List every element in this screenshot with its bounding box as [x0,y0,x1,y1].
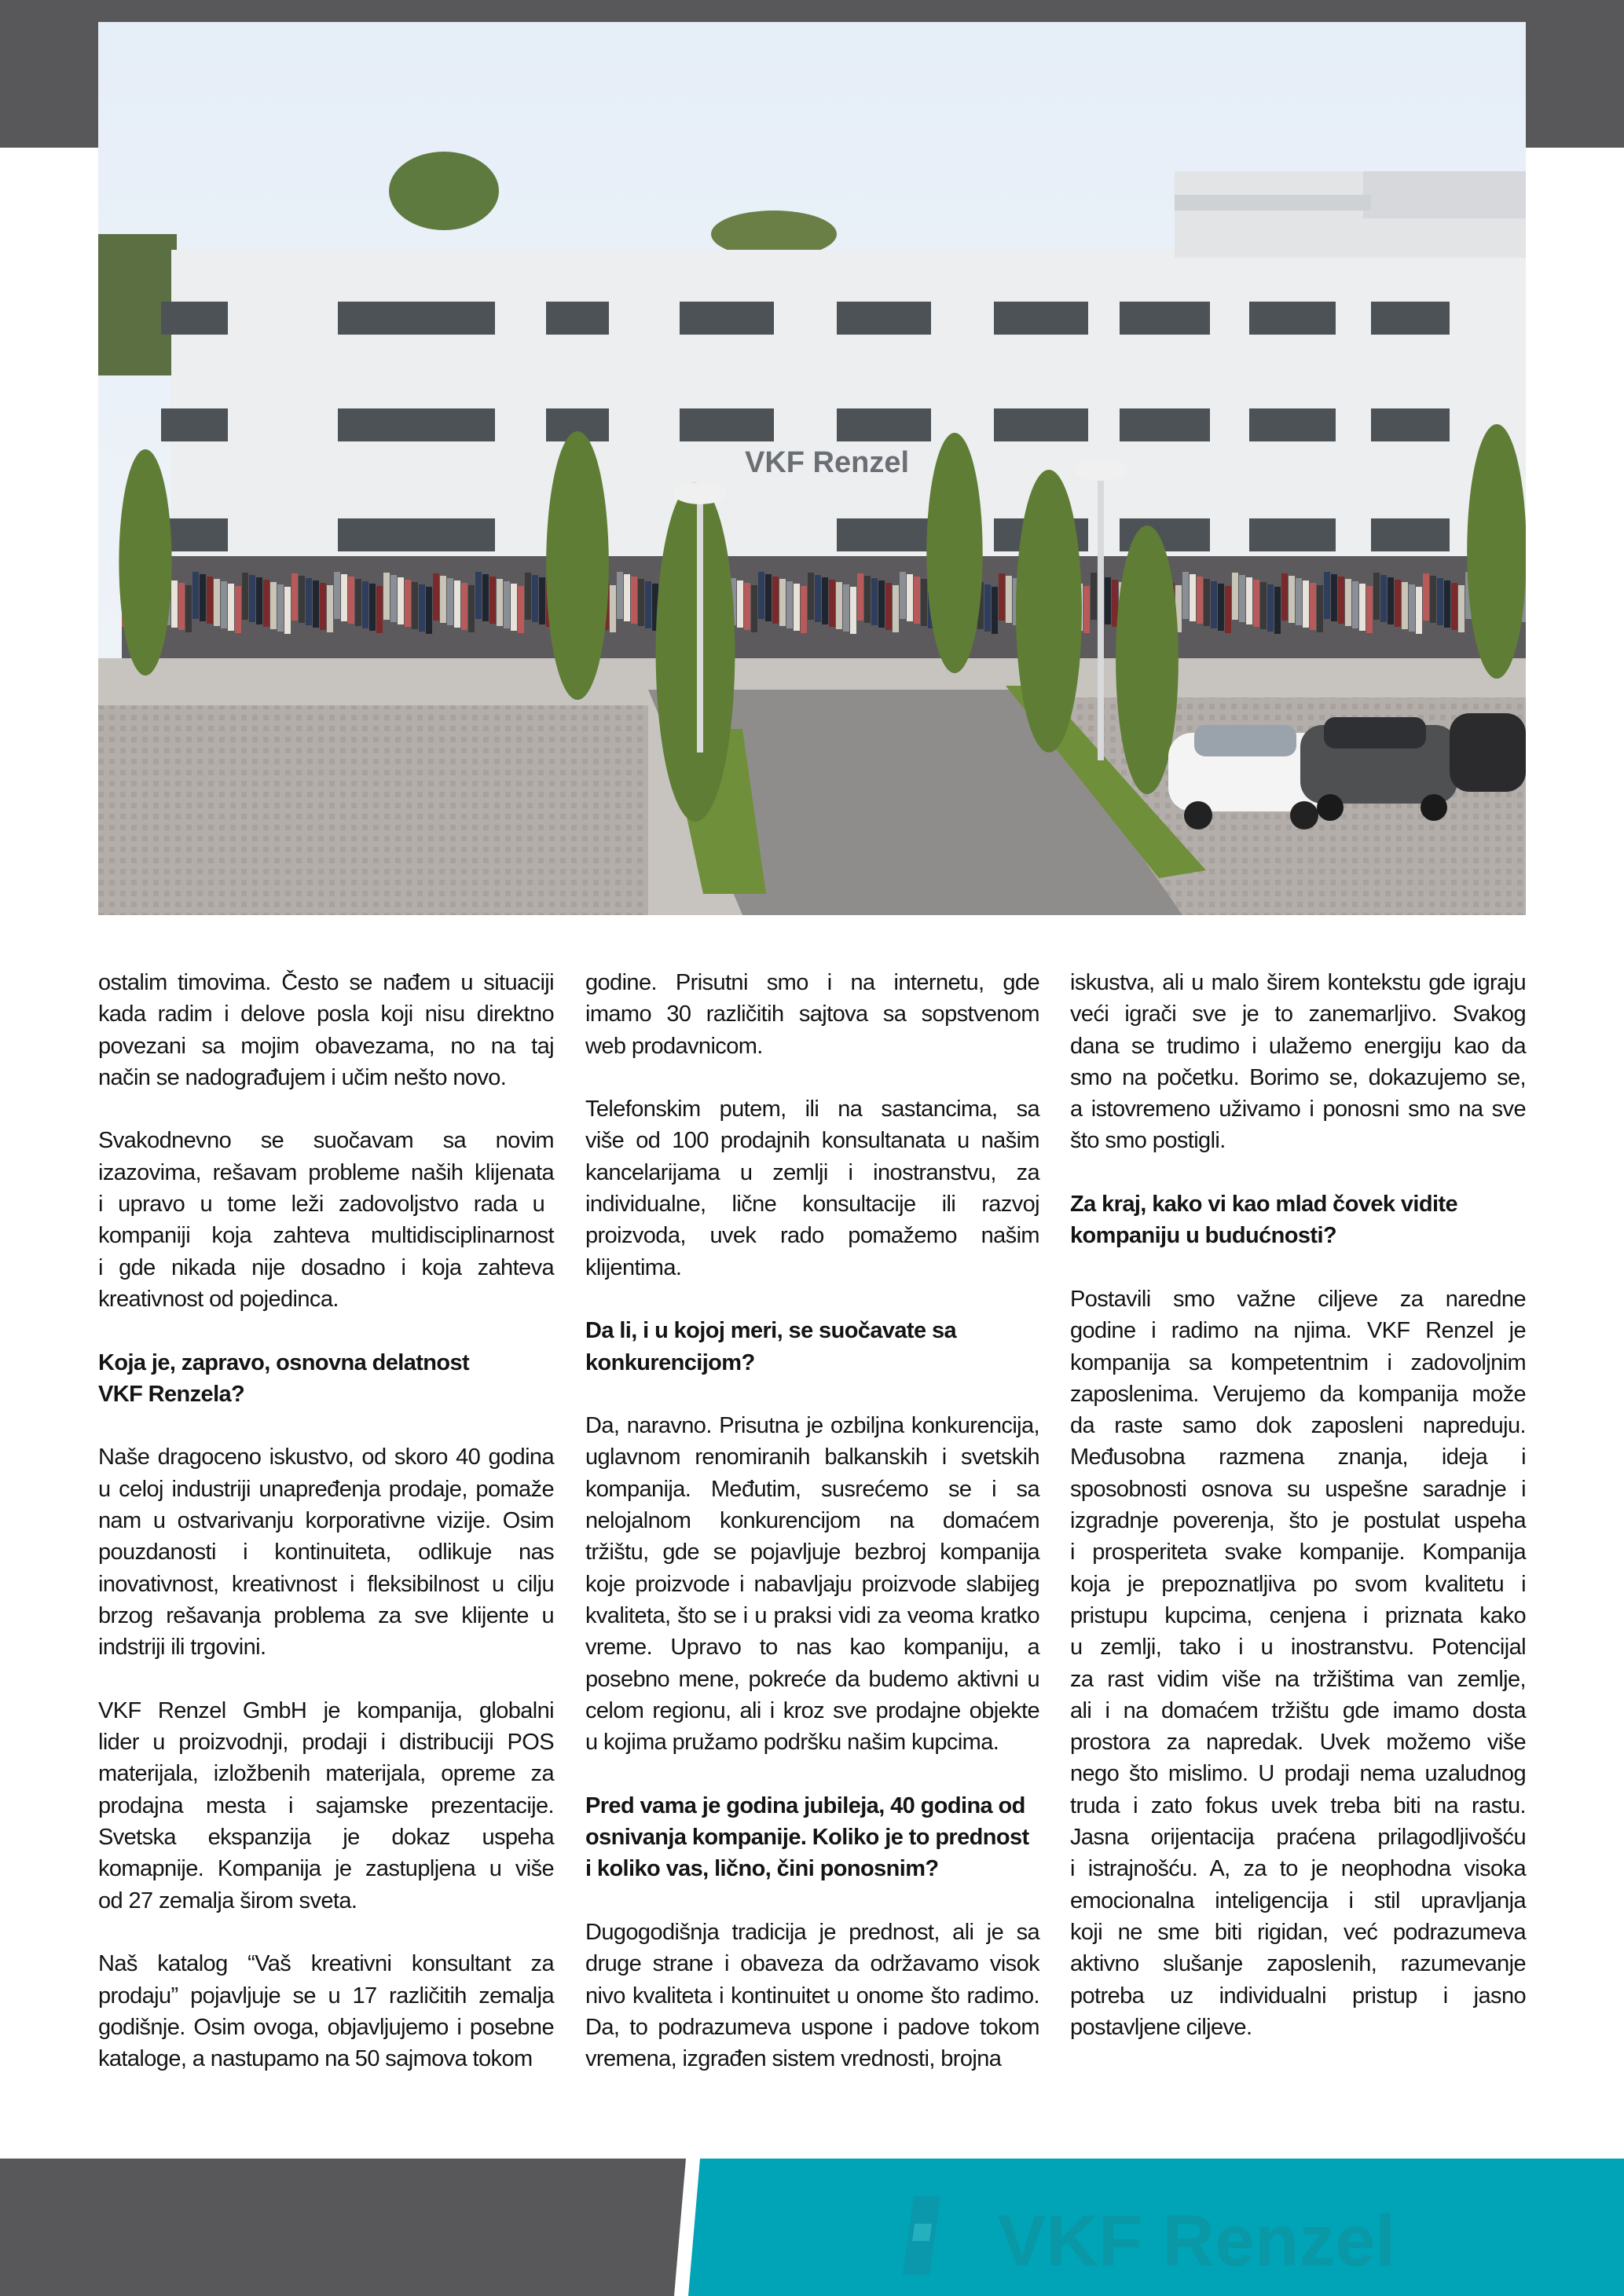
text-line: potreba uz individualni pristup i jasno [1070,1983,1526,2009]
paragraph-line [98,1631,554,1663]
text-line: individualne, lične konsultacije ili razvoj [585,1192,1039,1218]
paragraph-line [1070,1283,1526,1315]
text-line: da raste samo dok zaposleni napreduju. [1070,1413,1526,1439]
cypress-tree [1016,470,1082,753]
paragraph-line [585,1031,1039,1062]
paragraph-line [585,1948,1039,1979]
cypress-tree [1467,424,1526,679]
text-line: koja je prepoznatljiva po svom kvalitetu i [1070,1571,1526,1597]
text-line: Za kraj, kako vi kao mlad čovek vidite [1070,1192,1458,1218]
paragraph-line [98,2043,554,2074]
text-line: inovativnost, kreativnost i fleksibilnost u cilju [98,1571,554,1597]
paragraph-line [1070,1410,1526,1441]
paragraph-line [1070,1474,1526,1505]
article-column-3 [1070,967,1526,2043]
paragraph-line [98,1505,554,1536]
building-window [1371,408,1450,441]
text-line: pristupu kupcima, cenjena i priznata kako [1070,1602,1526,1628]
building-window [680,302,774,335]
paragraph-line [98,1031,554,1062]
paragraph-line [98,1569,554,1600]
text-line: zaposlenima. Verujemo da kompanija može [1070,1381,1526,1407]
text-line: pouzdanosti i kontinuiteta, odlikuje nas [98,1540,554,1565]
text-line: dana se trudimo i ulažemo energiju kao da [1070,1033,1526,1059]
paragraph-line [98,1441,554,1473]
text-line: i prosperiteta svake kompanije. Kompanija [1070,1540,1526,1565]
building-window [1371,518,1450,551]
text-line: Naše dragoceno iskustvo, od skoro 40 godina [98,1445,554,1470]
text-line: sposobnosti osnova su uspešne saradnje i [1070,1476,1526,1502]
paragraph-line [585,1600,1039,1631]
paragraph-line [585,1664,1039,1695]
text-line: Da, to podrazumeva uspone i padove tokom [585,2014,1039,2040]
cypress-tree [656,482,735,822]
section-heading-line [585,1853,1039,1884]
paragraph-line [1070,1631,1526,1663]
cypress-tree [119,449,171,676]
text-line: nelojalnom konkurencijom na domaćem [585,1508,1039,1534]
paragraph-line [585,2043,1039,2074]
text-line: kompanija. Međutim, susrećemo se i sa [585,1476,1039,1502]
paragraph-line [98,1948,554,1979]
paragraph-line [98,1727,554,1758]
text-line: veći igrači sve je to zanemarljivo. Svakog [1070,1002,1526,1027]
building-window [994,408,1088,441]
section-heading-line [585,1347,1039,1379]
paragraph-line [585,1569,1039,1600]
paragraph-line [585,1631,1039,1663]
text-line: VKF Renzela? [98,1381,245,1407]
paragraph-line [98,1695,554,1727]
paragraph-line [1070,1695,1526,1727]
paragraph-line [98,1536,554,1568]
paragraph-line [1070,1664,1526,1695]
paragraph-line [1070,1536,1526,1568]
text-line: i istrajnošću. A, za to je neophodna visoka [1070,1856,1526,1882]
text-line: kataloge, a nastupamo na 50 sajmova tokom [98,2046,533,2072]
text-line: prostora za napredak. Uvek možemo više [1070,1730,1526,1756]
text-line: VKF Renzel GmbH je kompanija, globalni [98,1697,554,1723]
paragraph-line [1070,1505,1526,1536]
text-line: tržištu, gde se pojavljuje bezbroj kompanija [585,1540,1039,1565]
paragraph-line [1070,1569,1526,1600]
paragraph-line [585,1410,1039,1441]
text-line: prodaju” pojavljuje se u 17 različitih zemalja [98,1983,554,2009]
text-line: imamo 30 različitih sajtova sa sopstvenom [585,1002,1039,1027]
text-line: truda i zato fokus uvek treba biti na rastu. [1070,1792,1526,1818]
text-line: osnivanja kompanije. Koliko je to prednost [585,1825,1029,1851]
text-line: nivo kvaliteta i kontinuitet u onome što radimo. [585,1983,1039,2009]
text-line: način se nadograđujem i učim nešto novo. [98,1064,507,1090]
paragraph-line [1070,967,1526,998]
paragraph-line [98,1188,554,1220]
building-window [338,518,495,551]
text-line: godine. Prisutni smo i na internetu, gde [585,970,1039,995]
paragraph-line [1070,1790,1526,1822]
text-line: od 27 zemalja širom sveta. [98,1888,357,1913]
text-line: celom regionu, ali i kroz sve prodajne objekte [585,1697,1039,1723]
paragraph-line [585,1220,1039,1251]
paragraph-line [98,1157,554,1188]
building-window [1249,518,1336,551]
building-window [1120,408,1210,441]
text-line: lider u proizvodnji, prodaji i distribuciji POS [98,1730,554,1756]
paragraph-line [1070,1441,1526,1473]
paragraph-line [98,1125,554,1156]
company-group-photo [98,22,1526,915]
text-line: uglavnom renomiranih balkanskih i svetskih [585,1445,1039,1470]
building-window [1371,302,1450,335]
text-line: povezani sa mojim obavezama, no na taj [98,1033,554,1059]
text-line: Međusobna razmena znanja, ideja i [1070,1445,1526,1470]
text-line: godine i radimo na njima. VKF Renzel je [1070,1318,1526,1344]
paragraph-line [585,1536,1039,1568]
text-line: u celoj industriji unapređenja prodaje, pomaže [98,1476,554,1502]
paragraph-line [1070,1758,1526,1789]
paragraph-line [98,1885,554,1917]
text-line: za rast vidim više na tržištima van zemlje, [1070,1666,1526,1692]
paragraph-line [1070,998,1526,1030]
section-heading-line [1070,1220,1526,1251]
article-column-1 [98,967,554,2074]
text-line: kompanija sa kompetentnim i zadovoljnim [1070,1349,1526,1375]
paragraph-line [98,1758,554,1789]
paragraph-line [98,967,554,998]
section-heading-line [585,1822,1039,1853]
paragraph-line [98,1853,554,1884]
building-window [680,408,774,441]
text-line: druge strane i obaveza da održavamo visok [585,1951,1039,1977]
paragraph-line [585,1727,1039,1758]
section-heading-line [98,1379,554,1410]
text-line: brzog rešavanja problema za sve klijente u [98,1602,554,1628]
text-line: Jasna orijentacija praćena prilagodljivošću [1070,1825,1526,1851]
text-line: koje proizvode i nabavljaju proizvode slabijeg [585,1571,1039,1597]
building-window [837,302,931,335]
text-line: Da li, i u kojoj meri, se suočavate sa [585,1318,957,1344]
paragraph-line [98,2012,554,2043]
paragraph-line [1070,1315,1526,1346]
building-window [837,518,931,551]
paragraph-line [98,1822,554,1853]
section-heading-line [585,1315,1039,1346]
text-line: komapnije. Kompanija je zastupljena u više [98,1856,554,1882]
cypress-tree [926,433,982,673]
paragraph-line [98,998,554,1030]
text-line: Pred vama je godina jubileja, 40 godina od [585,1792,1025,1818]
paragraph-line [98,1790,554,1822]
paragraph-line [585,1695,1039,1727]
paragraph-line [98,1220,554,1251]
text-line: kompaniji koja zahteva multidisciplinarnost [98,1223,554,1249]
text-line: Naš katalog “Vaš kreativni konsultant za [98,1951,554,1977]
text-line: godišnje. Osim ovoga, objavljujemo i posebne [98,2014,554,2040]
footer-band [0,2157,1624,2296]
text-line: web prodavnicom. [585,1033,763,1059]
text-line: u zemlji, tako i u inostranstvu. Potencijal [1070,1635,1526,1661]
building-window [546,302,609,335]
paragraph-line [1070,1980,1526,2012]
paragraph-line [1070,2012,1526,2043]
text-line: ali i na domaćem tržištu gde imamo dosta [1070,1697,1526,1723]
text-line: kada radim i delove posla koji nisu direktno [98,1002,554,1027]
paragraph-line [98,1062,554,1093]
paragraph-line [98,1283,554,1315]
text-line: izgradnje poverenja, što je postulat uspeha [1070,1508,1526,1534]
paragraph-line [585,998,1039,1030]
text-line: nego što mislimo. U prodaji nema uzaludnog [1070,1761,1526,1787]
text-line: emocionalna inteligencija i stil upravljanja [1070,1888,1526,1913]
section-heading-line [98,1347,554,1379]
paragraph-line [1070,1379,1526,1410]
footer-logo-text: VKF Renzel [998,2201,1396,2281]
paragraph-line [1070,1347,1526,1379]
text-line: iskustva, ali u malo širem kontekstu gde igraju [1070,970,1526,995]
text-line: vremena, izgrađen sistem vrednosti, brojna [585,2046,1002,2072]
paragraph-line [585,1093,1039,1125]
text-line: smo na početku. Borimo se, dokazujemo se, [1070,1064,1526,1090]
paragraph-line [1070,1727,1526,1758]
text-line: konkurencijom? [585,1349,755,1375]
paragraph-line [1070,1822,1526,1853]
paragraph-line [1070,1917,1526,1948]
building-window [161,302,228,335]
paragraph-line [98,1474,554,1505]
text-line: kompaniju u budućnosti? [1070,1223,1337,1249]
paragraph-line [1070,1125,1526,1156]
building-window [1249,408,1336,441]
paragraph-line [585,967,1039,998]
text-line: indstriji ili trgovini. [98,1635,266,1661]
text-line: u kojima pružamo podršku našim kupcima. [585,1730,999,1756]
paragraph-line [585,1505,1039,1536]
text-line: Telefonskim putem, ili na sastancima, sa [585,1097,1039,1122]
text-line: Dugogodišnja tradicija je prednost, ali je sa [585,1919,1039,1945]
text-line: postavljene ciljeve. [1070,2014,1252,2040]
building-window [994,302,1088,335]
text-line: a istovremeno uživamo i ponosni smo na sve [1070,1097,1526,1122]
paragraph-line [1070,1031,1526,1062]
text-line: kancelarijama u zemlji i inostranstvu, za [585,1159,1039,1185]
paragraph-line [1070,1885,1526,1917]
text-line: posebno mene, pokreće da budemo aktivni u [585,1666,1039,1692]
text-line: prodajna mesta i sajamske prezentacije. [98,1792,554,1818]
paragraph-line [1070,1948,1526,1979]
text-line: izazovima, rešavam probleme naših klijenata [98,1159,554,1185]
paragraph-line [1070,1600,1526,1631]
building-window [1120,302,1210,335]
paragraph-line [585,1917,1039,1948]
paragraph-line [585,1252,1039,1283]
text-line: i gde nikada nije dosadno i koja zahteva [98,1254,554,1280]
text-line: aktivno slušanje zaposlenih, razumevanje [1070,1951,1526,1977]
text-line: koji ne sme biti rigidan, već podrazumeva [1070,1919,1526,1945]
paragraph-line [585,1188,1039,1220]
paragraph-line [98,1252,554,1283]
building-window [161,408,228,441]
text-line: više od 100 prodajnih konsultanata u našim [585,1128,1039,1154]
text-line: Svakodnevno se suočavam sa novim [98,1128,554,1154]
paragraph-line [1070,1062,1526,1093]
building-window [1249,302,1336,335]
paragraph-line [585,1980,1039,2012]
paragraph-line [585,1157,1039,1188]
paragraph-line [585,2012,1039,2043]
text-line: kvaliteta, što se i u praksi vidi za veoma kratko [585,1602,1039,1628]
text-line: Koja je, zapravo, osnovna delatnost [98,1349,470,1375]
text-line: vreme. Upravo to nas kao kompaniju, a [585,1635,1039,1661]
cypress-tree [546,431,609,700]
building-window [837,408,931,441]
text-line: što smo postigli. [1070,1128,1226,1154]
paragraph-line [98,1600,554,1631]
text-line: Svetska ekspanzija je dokaz uspeha [98,1825,554,1851]
article-column-2 [585,967,1039,2074]
text-line: proizvoda, uvek rado pomažemo našim [585,1223,1039,1249]
text-line: nam u ostvarivanju korporativne vizije. Osim [98,1508,554,1534]
paragraph-line [585,1125,1039,1156]
text-line: materijala, izložbenih materijala, opreme za [98,1761,554,1787]
building-window [338,408,495,441]
paragraph-line [585,1474,1039,1505]
paragraph-line [585,1441,1039,1473]
text-line: i koliko vas, lično, čini ponosnim? [585,1856,939,1882]
paragraph-line [1070,1093,1526,1125]
paragraph-line [1070,1853,1526,1884]
text-line: Postavili smo važne ciljeve za naredne [1070,1286,1526,1312]
section-heading-line [1070,1188,1526,1220]
section-heading-line [585,1790,1039,1822]
text-line: i upravo u tome leži zadovoljstvo rada u [98,1192,545,1218]
building-sign: VKF Renzel [745,446,910,479]
text-line: Da, naravno. Prisutna je ozbiljna konkurencija, [585,1413,1039,1439]
text-line: kreativnost od pojedinca. [98,1286,339,1312]
text-line: ostalim timovima. Često se nađem u situaciji [98,970,554,995]
building-window [338,302,495,335]
paragraph-line [98,1980,554,2012]
text-line: klijentima. [585,1254,682,1280]
